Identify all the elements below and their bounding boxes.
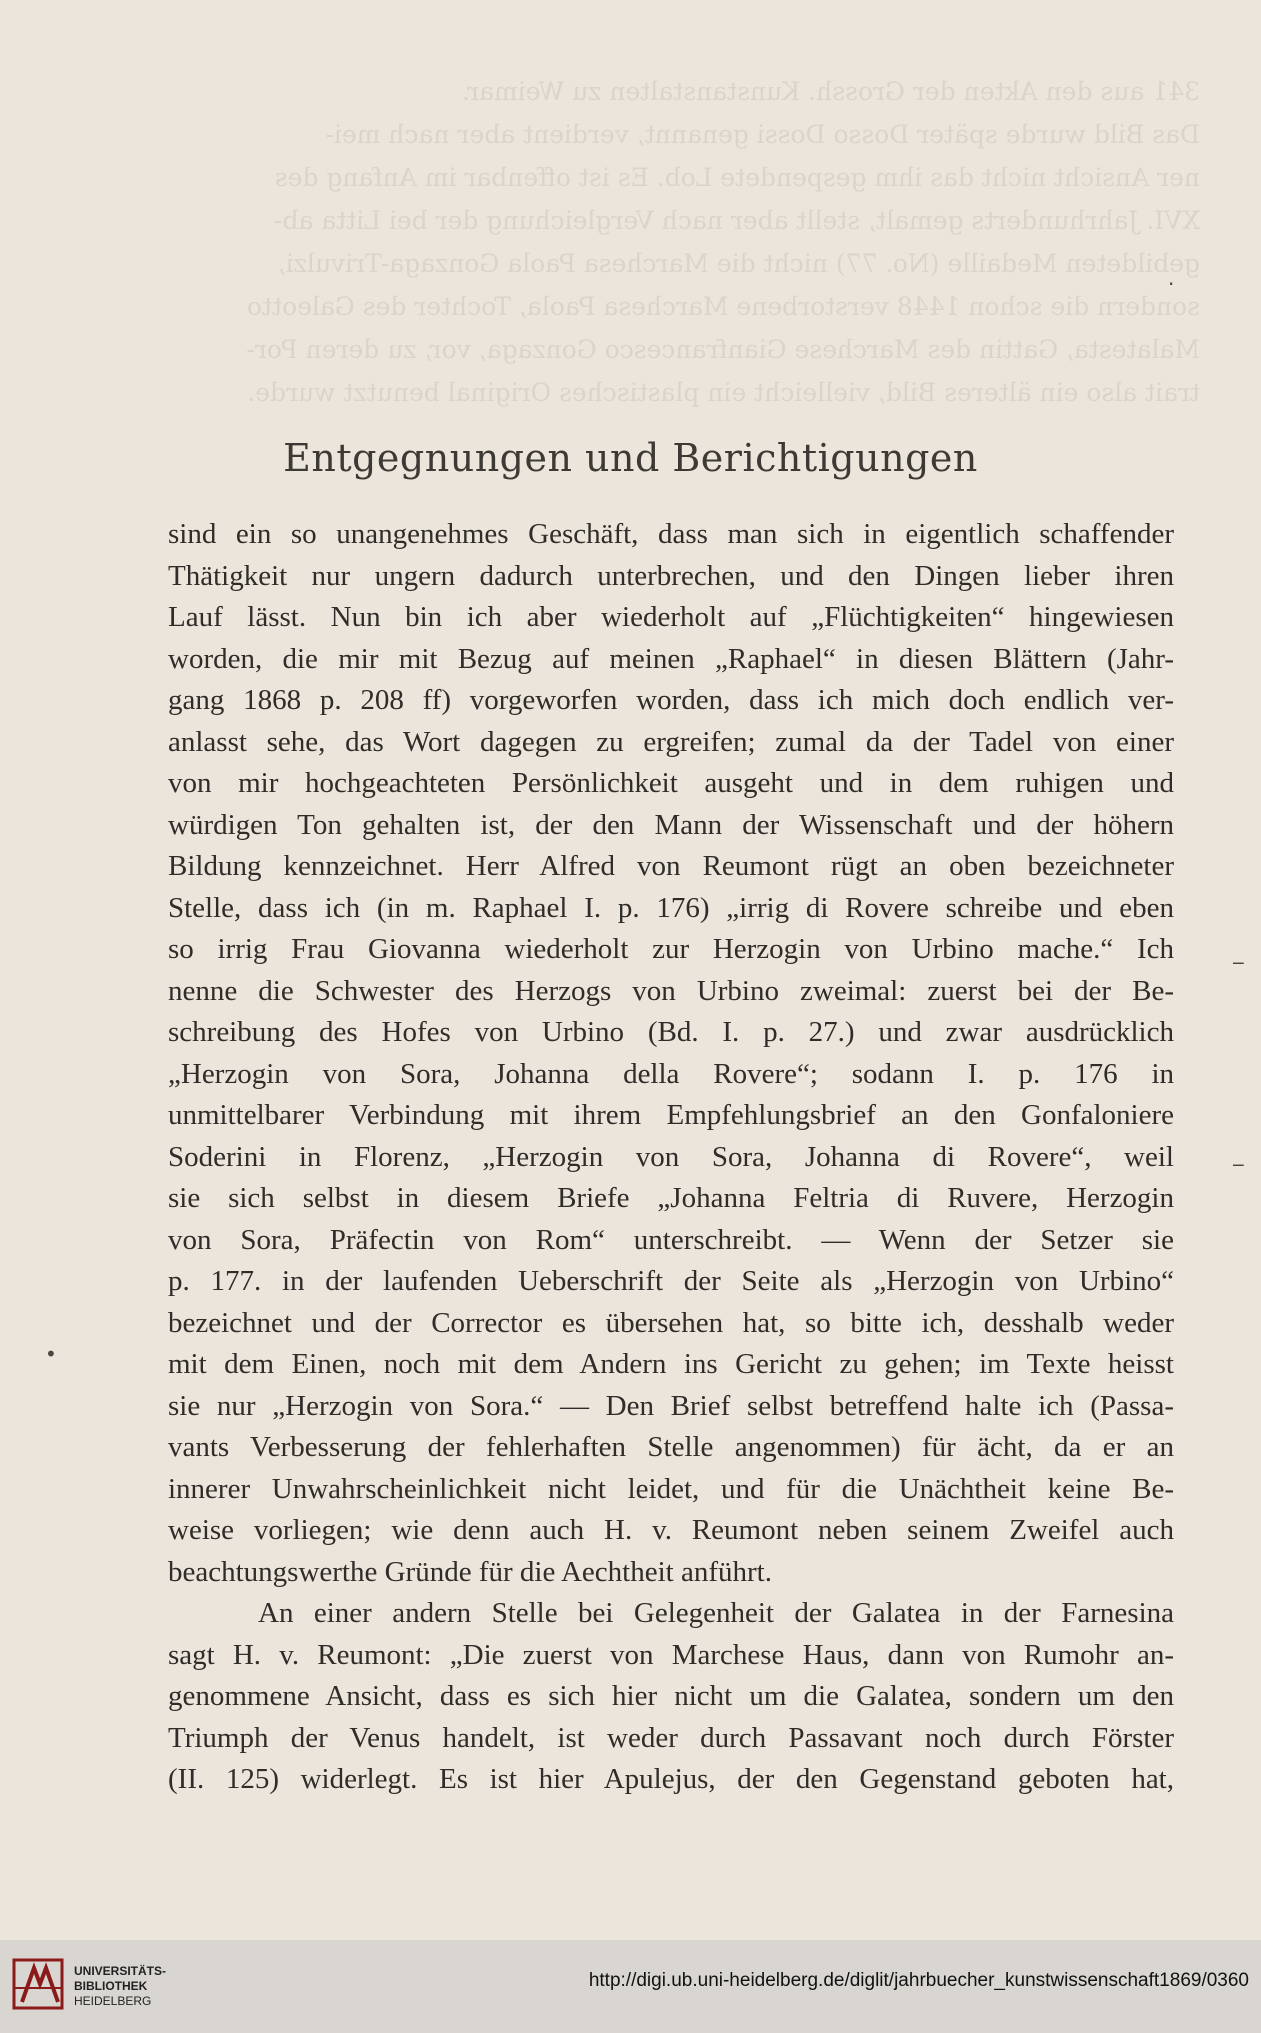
text-line: beachtungswerthe Gründe für die Aechtheit anführt. xyxy=(168,1555,772,1588)
text-line: würdigen Ton gehalten ist, der den Mann der Wissenschaft und der höhern xyxy=(168,808,1174,841)
text-line: sie sich selbst in diesem Briefe „Johanna Feltria di Ruvere, Herzogin xyxy=(168,1182,1174,1214)
library-logo[interactable] xyxy=(12,1958,192,2018)
logo-line-1: UNIVERSITÄTS- xyxy=(74,1964,167,1978)
text-line: so irrig Frau Giovanna wiederholt zur Herzogin von Urbino mache.“ Ich xyxy=(168,933,1174,965)
footer-bar xyxy=(0,1940,1261,2033)
permalink-url[interactable]: http://digi.ub.uni-heidelberg.de/diglit/jahrbuecher_kunstwissenschaft1869/0360 xyxy=(588,1970,1249,1991)
show-through-line: Malatesta, Gattin des Marchese Gianfrancesco Gonzaga, vor, zu deren Por- xyxy=(246,335,1200,364)
show-through-line: XVI. Jahrhunderts gemalt, stellt aber nach Vergleichung der bei Litta ab- xyxy=(273,206,1200,235)
text-line: Stelle, dass ich (in m. Raphael I. p. 176) „irrig di Rovere schreibe und eben xyxy=(168,891,1174,924)
margin-mark: ‒ xyxy=(1232,950,1245,974)
text-line: bezeichnet und der Corrector es übersehen hat, so bitte ich, desshalb weder xyxy=(168,1306,1174,1339)
logo-line-2: BIBLIOTHEK xyxy=(74,1979,148,1993)
show-through-line: Das Bild wurde später Dosso Dossi genannt, verdient aber nach mei- xyxy=(325,120,1200,149)
margin-dot: • xyxy=(45,1342,57,1366)
logo-line-3: HEIDELBERG xyxy=(74,1994,152,2008)
text-line: sind ein so unangenehmes Geschäft, dass man sich in eigentlich schaffender xyxy=(168,518,1174,550)
text-line: nenne die Schwester des Herzogs von Urbino zweimal: zuerst bei der Be- xyxy=(168,974,1174,1007)
margin-mark: ‒ xyxy=(1232,1152,1245,1176)
text-line: Soderini in Florenz, „Herzogin von Sora, Johanna di Rovere“, weil xyxy=(168,1140,1174,1173)
text-line: von mir hochgeachteten Persönlichkeit ausgeht und in dem ruhigen und xyxy=(168,767,1174,799)
text-line: von Sora, Präfectin von Rom“ unterschreibt. — Wenn der Setzer sie xyxy=(168,1223,1174,1256)
body-text xyxy=(168,514,1174,1801)
text-line: Lauf lässt. Nun bin ich aber wiederholt auf „Flüchtigkeiten“ hingewiesen xyxy=(168,601,1174,633)
show-through-line: gebildeten Medaille (No. 77) nicht die Marchesa Paola Gonzaga-Trivulzi, xyxy=(277,249,1200,278)
section-heading: Entgegnungen und Berichtigungen xyxy=(283,436,978,480)
show-through-line: 341 aus den Akten der Grossh. Kunstanstalten zu Weimar. xyxy=(461,77,1200,106)
text-line: An einer andern Stelle bei Gelegenheit der Galatea in der Farnesina xyxy=(258,1597,1174,1629)
text-line: genommene Ansicht, dass es sich hier nicht um die Galatea, sondern um den xyxy=(168,1680,1174,1712)
text-line: Thätigkeit nur ungern dadurch unterbrechen, und den Dingen lieber ihren xyxy=(168,559,1174,592)
text-line: sagt H. v. Reumont: „Die zuerst von Marchese Haus, dann von Rumohr an- xyxy=(168,1638,1174,1671)
margin-dot: · xyxy=(1168,272,1175,296)
show-through-line: sondern die schon 1448 verstorbene Marchesa Paola, Tochter des Galeotto xyxy=(246,292,1200,321)
text-line: p. 177. in der laufenden Ueberschrift der Seite als „Herzogin von Urbino“ xyxy=(168,1265,1174,1297)
text-line: unmittelbarer Verbindung mit ihrem Empfehlungsbrief an den Gonfaloniere xyxy=(168,1099,1174,1131)
text-line: „Herzogin von Sora, Johanna della Rovere“; sodann I. p. 176 in xyxy=(168,1057,1174,1090)
text-line: (II. 125) widerlegt. Es ist hier Apulejus, der den Gegenstand geboten hat, xyxy=(168,1763,1174,1795)
text-line: schreibung des Hofes von Urbino (Bd. I. p. 27.) und zwar ausdrücklich xyxy=(168,1016,1174,1048)
show-through-line: trait also ein älteres Bild, vielleicht ein plastisches Original benutzt wurde. xyxy=(247,378,1200,407)
show-through-line: ner Ansicht nicht das ihm gespendete Lob. Es ist offenbar im Anfang des xyxy=(274,163,1200,192)
text-line: mit dem Einen, noch mit dem Andern ins Gericht zu gehen; im Texte heisst xyxy=(168,1348,1174,1380)
text-line: sie nur „Herzogin von Sora.“ — Den Brief selbst betreffend halte ich (Passa- xyxy=(168,1389,1174,1422)
text-line: innerer Unwahrscheinlichkeit nicht leidet, und für die Unächtheit keine Be- xyxy=(168,1472,1174,1505)
text-line: Bildung kennzeichnet. Herr Alfred von Reumont rügt an oben bezeichneter xyxy=(168,850,1174,882)
text-line: anlasst sehe, das Wort dagegen zu ergreifen; zumal da der Tadel von einer xyxy=(168,725,1174,758)
text-line: Triumph der Venus handelt, ist weder durch Passavant noch durch Förster xyxy=(168,1721,1174,1754)
show-through-text xyxy=(150,70,1200,414)
text-line: gang 1868 p. 208 ff) vorgeworfen worden, dass ich mich doch endlich ver- xyxy=(168,684,1174,716)
ub-heidelberg-icon xyxy=(12,1958,68,2014)
text-line: worden, die mir mit Bezug auf meinen „Raphael“ in diesen Blättern (Jahr- xyxy=(168,642,1174,675)
text-line: weise vorliegen; wie denn auch H. v. Reumont neben seinem Zweifel auch xyxy=(168,1514,1174,1546)
text-line: vants Verbesserung der fehlerhaften Stelle angenommen) für ächt, da er an xyxy=(168,1431,1174,1463)
